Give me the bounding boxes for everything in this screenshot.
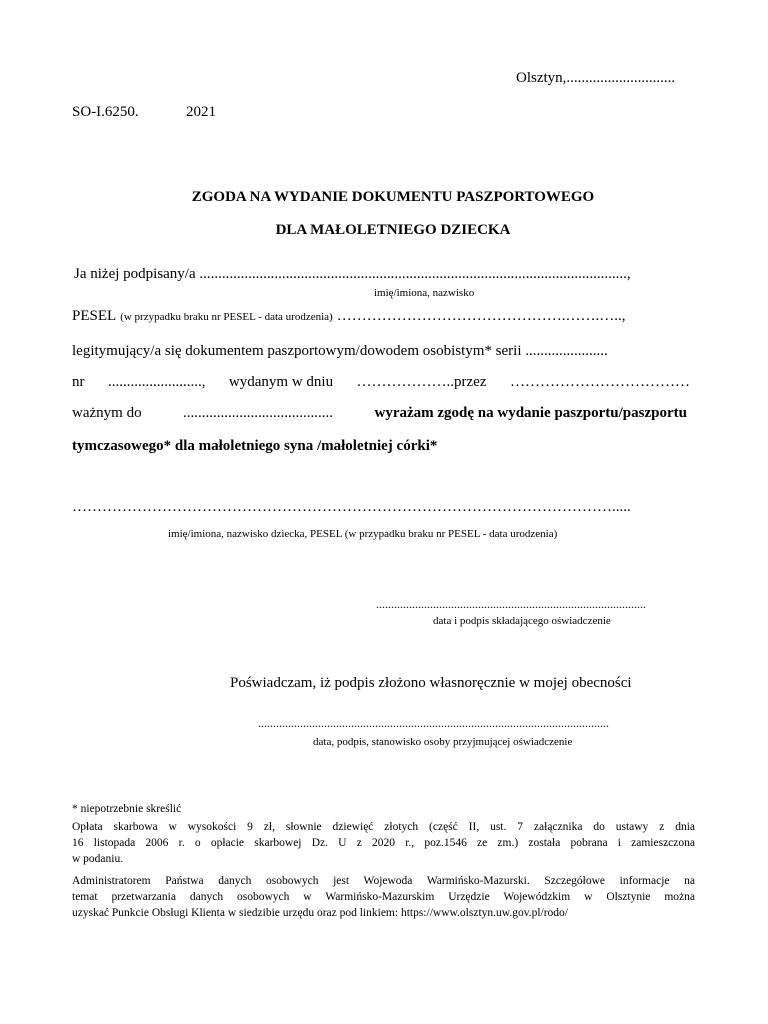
issue-date-label: wydanym w dniu bbox=[228, 374, 334, 390]
document-number-label: nr bbox=[72, 374, 85, 390]
data-admin-note-line1: Administratorem Państwa danych osobowych jest Wojewoda Warmińsko-Mazurski. Szczegółowe informacje na bbox=[72, 875, 695, 887]
reference-year: 2021 bbox=[186, 104, 216, 120]
consent-statement-start: wyrażam zgodę na wydanie paszportu/paszportu bbox=[374, 405, 687, 421]
footnote-strike-out: * niepotrzebnie skreślić bbox=[72, 803, 182, 815]
document-number-dots: ........................., bbox=[107, 374, 206, 390]
fee-note-line3: w podaniu. bbox=[72, 853, 124, 865]
fee-note-line2: 16 listopada 2006 r. o opłacie skarbowej Dz. U z 2020 r., poz.1546 ze zm.) została pobrana i zamieszczona bbox=[72, 837, 695, 849]
declarant-name-line: Ja niżej podpisany/a .................................................................................................................., bbox=[74, 266, 631, 282]
attestation-text: Poświadczam, iż podpis złożono własnoręcznie w mojej obecności bbox=[230, 675, 632, 691]
official-signature-caption: data, podpis, stanowisko osoby przyjmującej oświadczenie bbox=[313, 736, 573, 748]
place-date-field: Olsztyn,............................. bbox=[516, 70, 676, 86]
pesel-note: (w przypadku braku nr PESEL - data urodzenia) bbox=[120, 311, 333, 323]
fee-note-line1: Opłata skarbowa w wysokości 9 zł, słownie dziewięć złotych (część II, ust. 7 załącznika do ustawy z dnia bbox=[72, 821, 695, 833]
child-details-caption: imię/imiona, nazwisko dziecka, PESEL (w przypadku braku nr PESEL - data urodzenia) bbox=[168, 528, 558, 540]
declarant-signature-dots: .......................................................................................... bbox=[376, 597, 646, 611]
valid-until-dots: ........................................ bbox=[183, 405, 334, 421]
document-number-line bbox=[72, 374, 690, 391]
consent-statement-end: tymczasowego* dla małoletniego syna /małoletniej córki* bbox=[72, 438, 438, 454]
issue-date-dots: ………………..przez bbox=[356, 374, 487, 390]
data-admin-note-line2: temat przetwarzania danych osobowych w Warmińsko-Mazurskim Urzędzie Wojewódzkim w Olsztynie można bbox=[72, 891, 695, 903]
declarant-signature-caption: data i podpis składającego oświadczenie bbox=[433, 615, 611, 627]
official-signature-dots: ..................................................................................................................... bbox=[258, 716, 609, 730]
reference-number: SO-I.6250. bbox=[72, 104, 139, 120]
document-series-text: legitymujący/a się dokumentem paszportowym/dowodem osobistym* serii bbox=[72, 343, 522, 359]
child-details-dots: ………………………………………………………………………………………………..... bbox=[72, 499, 631, 515]
valid-until-label: ważnym do bbox=[72, 405, 142, 421]
pesel-line bbox=[72, 307, 625, 325]
declarant-name-caption: imię/imiona, nazwisko bbox=[374, 287, 475, 299]
valid-until-line bbox=[72, 405, 687, 422]
document-series-line bbox=[72, 343, 608, 360]
data-admin-note-line3: uzyskać Punkcie Obsługi Klienta w siedzibie urzędu oraz pod linkiem: https://www.olsztyn.uw.gov.pl/rodo/ bbox=[72, 907, 569, 919]
document-title-line2: DLA MAŁOLETNIEGO DZIECKA bbox=[275, 222, 511, 238]
pesel-label: PESEL bbox=[72, 308, 117, 324]
document-title-line1: ZGODA NA WYDANIE DOKUMENTU PASZPORTOWEGO bbox=[191, 189, 595, 205]
pesel-dots: ……………………………………….…….….., bbox=[336, 308, 626, 324]
document-series-dots: ...................... bbox=[525, 343, 608, 359]
issuer-dots: ……………………………… bbox=[509, 374, 690, 390]
